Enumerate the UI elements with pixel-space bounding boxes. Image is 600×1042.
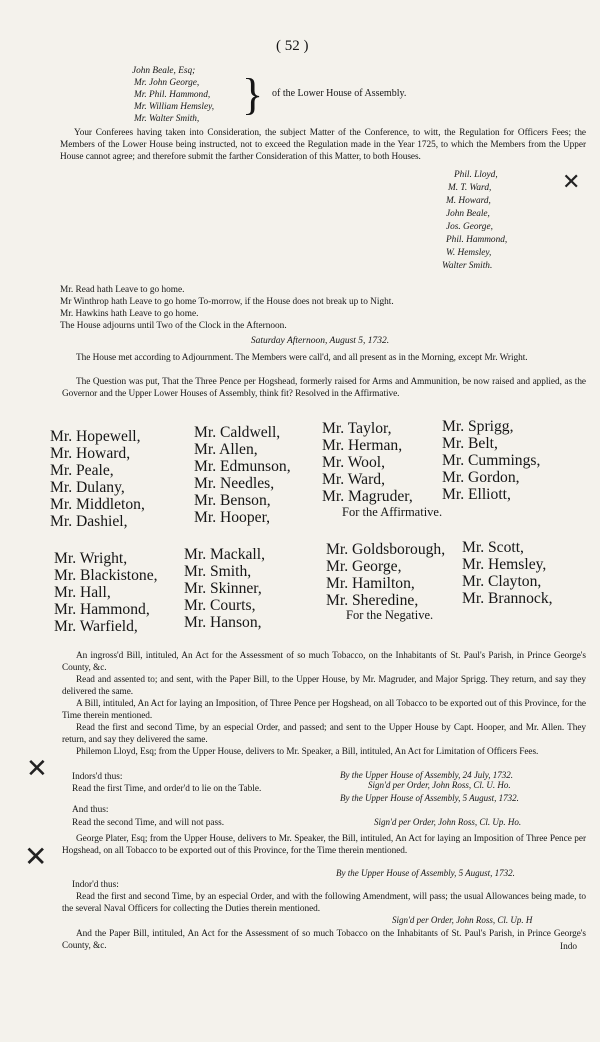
member-name: Mr. Wool, xyxy=(322,454,386,471)
signer: Phil. Lloyd, xyxy=(454,170,498,180)
member-name: Mr. George, xyxy=(326,558,402,575)
indorsement: And thus: xyxy=(72,805,109,815)
bill-paragraph: Read the first and second Time, by an especial Order, and passed; and sent to the Upper House by Capt. Hooper, and Mr. Allen. They return, and say they delivered the same. xyxy=(62,723,586,745)
signature-line: Sign'd per Order, John Ross, Cl. Up. Ho. xyxy=(374,817,522,827)
indorsement: Indor'd thus: xyxy=(72,880,119,890)
member-name: Mr. Belt, xyxy=(442,435,498,452)
paper-bill-paragraph: And the Paper Bill, intituled, An Act for the Assessment of so much Tobacco on the Inhabitants of St. Paul's Parish, in Prince George's County, &c. xyxy=(62,929,586,951)
signer: John Beale, xyxy=(446,209,490,219)
member-name: Mr. Hammond, xyxy=(54,601,150,618)
signature-line: Sign'd per Order, John Ross, Cl. U. Ho. xyxy=(368,780,511,790)
member-name: Mr. Needles, xyxy=(194,475,275,492)
conferees-report: Your Conferees having taken into Consideration, the subject Matter of the Conference, to witt, the Regulation for Officers Fees; the Members of the Lower House being instructed, not to exceed the Regulation made in the Year 1725, to which the Members from the Upper House cannot agree; and therefore submit the farther Consideration of this Matter, to both Houses. xyxy=(60,128,586,162)
leave-line: Mr. Hawkins hath Leave to go home. xyxy=(60,309,199,319)
member-name: Mr. Clayton, xyxy=(462,573,542,590)
negative-label: For the Negative. xyxy=(346,608,434,622)
member-name: Mr. Smith, xyxy=(184,563,252,580)
member-name: Mr. Blackistone, xyxy=(54,567,158,584)
conferee-name: Mr. Phil. Hammond, xyxy=(134,90,211,100)
member-name: Mr. Allen, xyxy=(194,441,258,458)
member-name: Mr. Wright, xyxy=(54,550,128,567)
plater-paragraph: George Plater, Esq; from the Upper House, delivers to Mr. Speaker, the Bill, intituled, An Act for laying an Imposition of Three Pence per Hogshead, on all Tobacco to be exported out of this Province, for the Time therein mentioned. xyxy=(62,834,586,856)
upper-house-date: By the Upper House of Assembly, 5 August, 1732. xyxy=(340,793,519,803)
amendment-paragraph: Read the first and second Time, by an especial Order, and with the following Amendment, will pass; the usual Allowances being made, to the several Naval Officers for collecting the Duties therein mentioned. xyxy=(62,892,586,914)
date-heading: Saturday Afternoon, August 5, 1732. xyxy=(250,336,390,346)
brace-mark: } xyxy=(242,70,264,119)
signer: Jos. George, xyxy=(446,222,493,232)
upper-house-date: By the Upper House of Assembly, 24 July, 1732. xyxy=(340,770,514,780)
member-name: Mr. Gordon, xyxy=(442,469,520,486)
member-name: Mr. Skinner, xyxy=(184,580,262,597)
reading-line: Read the first Time, and order'd to lie on the Table. xyxy=(72,784,262,794)
signer: W. Hemsley, xyxy=(446,248,492,258)
signer: M. T. Ward, xyxy=(448,183,492,193)
member-name: Mr. Magruder, xyxy=(322,488,413,505)
member-name: Mr. Peale, xyxy=(50,462,114,479)
member-name: Mr. Elliott, xyxy=(442,486,511,503)
member-name: Mr. Middleton, xyxy=(50,496,145,513)
member-name: Mr. Caldwell, xyxy=(194,424,281,441)
member-name: Mr. Goldsborough, xyxy=(326,541,446,558)
indorsement: Indors'd thus: xyxy=(72,772,123,782)
bill-paragraph: Read and assented to; and sent, with the Paper Bill, to the Upper House, by Mr. Magruder, and Major Sprigg. They return, and say they delivered the same. xyxy=(62,675,586,697)
member-name: Mr. Dashiel, xyxy=(50,513,128,530)
member-name: Mr. Herman, xyxy=(322,437,403,454)
member-name: Mr. Hall, xyxy=(54,584,111,601)
member-name: Mr. Brannock, xyxy=(462,590,553,607)
handwritten-x-mark: ✕ xyxy=(24,840,48,873)
catchword: Indo xyxy=(560,942,578,952)
bill-paragraph: Philemon Lloyd, Esq; from the Upper House, delivers to Mr. Speaker, a Bill, intituled, An Act for Limitation of Officers Fees. xyxy=(76,747,539,757)
member-name: Mr. Mackall, xyxy=(184,546,265,563)
member-name: Mr. Howard, xyxy=(50,445,131,462)
leave-line: The House adjourns until Two of the Clock in the Afternoon. xyxy=(60,321,287,331)
house-label: of the Lower House of Assembly. xyxy=(272,88,407,99)
member-name: Mr. Hamilton, xyxy=(326,575,415,592)
signer: M. Howard, xyxy=(446,196,491,206)
member-name: Mr. Taylor, xyxy=(322,420,392,437)
conferee-name: Mr. John George, xyxy=(134,78,200,88)
member-name: Mr. Edmunson, xyxy=(194,458,291,475)
conferee-name: John Beale, Esq; xyxy=(132,66,196,76)
met-paragraph: The House met according to Adjournment. The Members were call'd, and all present as in the Morning, except Mr. Wright. xyxy=(76,353,528,363)
member-name: Mr. Hopewell, xyxy=(50,428,141,445)
member-name: Mr. Benson, xyxy=(194,492,271,509)
member-name: Mr. Hooper, xyxy=(194,509,271,526)
page-number: ( 52 ) xyxy=(276,38,309,54)
leave-line: Mr. Read hath Leave to go home. xyxy=(60,285,185,295)
member-name: Mr. Sheredine, xyxy=(326,592,419,609)
bill-paragraph: A Bill, intituled, An Act for laying an Imposition, of Three Pence per Hogshead, on all Tobacco to be exported out of this Province, for the Time therein mentioned. xyxy=(62,699,586,721)
member-name: Mr. Sprigg, xyxy=(442,418,514,435)
signer: Phil. Hammond, xyxy=(446,235,508,245)
bill-paragraph: An ingross'd Bill, intituled, An Act for the Assessment of so much Tobacco, on the Inhabitants of St. Paul's Parish, in Prince George's County, &c. xyxy=(62,651,586,673)
member-name: Mr. Cummings, xyxy=(442,452,541,469)
question-paragraph: The Question was put, That the Three Pence per Hogshead, formerly raised for Arms and Ammunition, be now raised and applied, as the Governor and the Upper Lower Houses of Assembly, think fit? Resolved in the Affirmative. xyxy=(62,377,586,399)
affirmative-label: For the Affirmative. xyxy=(342,505,443,519)
member-name: Mr. Scott, xyxy=(462,539,524,556)
handwritten-x-mark: ✕ xyxy=(26,754,48,784)
signature-line: Sign'd per Order, John Ross, Cl. Up. H xyxy=(392,915,533,925)
member-name: Mr. Dulany, xyxy=(50,479,125,496)
member-name: Mr. Warfield, xyxy=(54,618,138,635)
conferee-name: Mr. Walter Smith, xyxy=(134,114,200,124)
signer: Walter Smith. xyxy=(442,261,493,271)
member-name: Mr. Courts, xyxy=(184,597,256,614)
member-name: Mr. Hemsley, xyxy=(462,556,547,573)
member-name: Mr. Hanson, xyxy=(184,614,262,631)
reading-line: Read the second Time, and will not pass. xyxy=(72,818,225,828)
leave-line: Mr Winthrop hath Leave to go home To-morrow, if the House does not break up to Night. xyxy=(60,297,394,307)
handwritten-x-mark: ✕ xyxy=(562,170,581,195)
member-name: Mr. Ward, xyxy=(322,471,385,488)
upper-house-date: By the Upper House of Assembly, 5 August, 1732. xyxy=(336,868,515,878)
conferee-name: Mr. William Hemsley, xyxy=(134,102,215,112)
